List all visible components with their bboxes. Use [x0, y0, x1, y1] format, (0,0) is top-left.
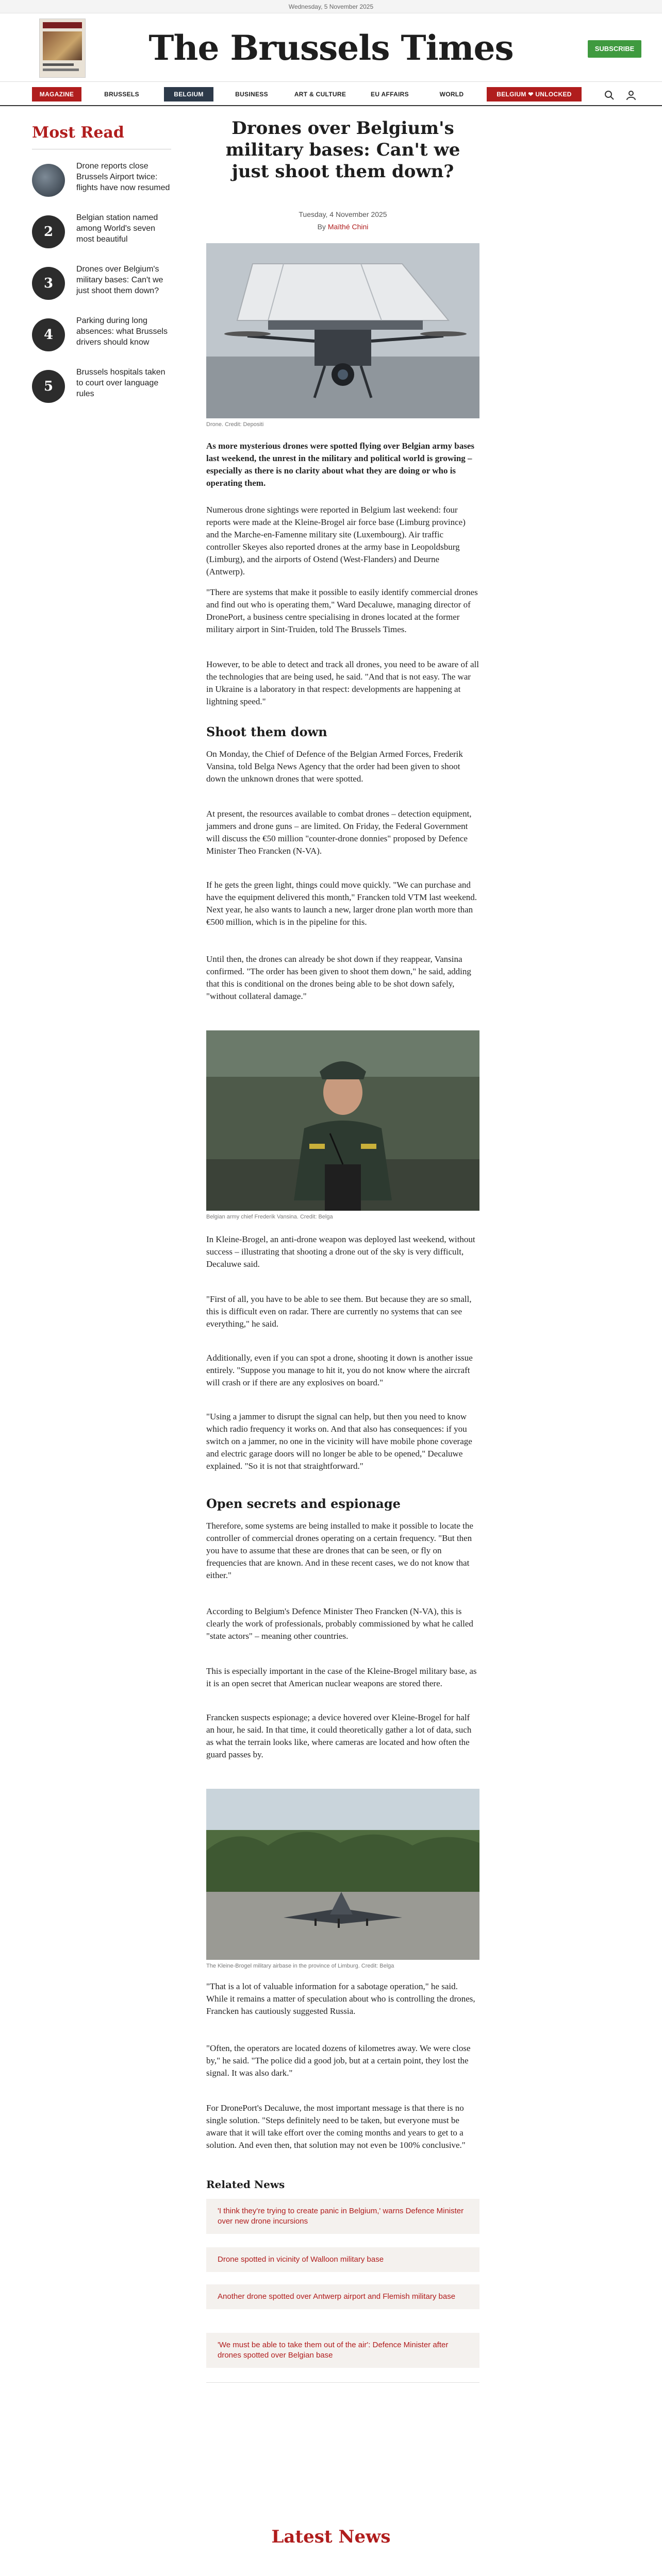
user-icon[interactable] — [626, 90, 636, 100]
most-read-item[interactable] — [32, 161, 171, 202]
article-paragraph: Additionally, even if you can spot a drone, shooting it down is another issue entirely. "Suppose you manage to hit it, you do not know where the aircraft will crash or if there are any explosives on board." — [206, 1353, 473, 1387]
article-figure — [206, 1030, 479, 1226]
masthead — [0, 13, 662, 81]
article-figure — [206, 1789, 479, 1974]
nav-item-eu-affairs[interactable]: EU AFFAIRS — [371, 91, 409, 98]
article-headline: Drones over Belgium's military bases: Can't we just shoot them down? — [225, 118, 460, 182]
article-paragraph: However, to be able to detect and track all drones, you need to be aware of all the technologies that are being used, he said. "And that is not easy. The war in Ukraine is a laboratory in that respect: developments are happening at lightning speed." — [206, 659, 479, 706]
army-chief-photo — [206, 1030, 479, 1211]
search-icon[interactable] — [604, 90, 615, 100]
most-read-item[interactable] — [32, 212, 171, 253]
nav-item-world[interactable]: WORLD — [439, 91, 464, 98]
most-read-number: 4 — [32, 318, 65, 351]
most-read-link[interactable]: Drone reports close Brussels Airport twice: flights have now resumed — [76, 162, 170, 192]
article-date: Tuesday, 4 November 2025 — [299, 210, 387, 218]
section-heading: Shoot them down — [206, 724, 327, 739]
article-paragraph: Until then, the drones can already be shot down if they reappear, Vansina confirmed. "The order has been given to shoot them down," he said, adding that this is conditional on the drones being able to be shot down safely, "without collateral damage." — [206, 954, 471, 1001]
most-read-item[interactable] — [32, 315, 171, 357]
airbase-photo — [206, 1789, 479, 1960]
article-paragraph: Francken suspects espionage; a device hovered over Kleine-Brogel for half an hour, he said. In that time, it could theoretically gather a lot of data, such as what the terrain looks like, where cameras are located and how often the guard passes by. — [206, 1713, 472, 1759]
most-read-link[interactable]: Parking during long absences: what Brussels drivers should know — [76, 316, 168, 347]
most-read-title: Most Read — [32, 124, 171, 149]
related-news-title: Related News — [206, 2178, 285, 2191]
nav-item-art-culture[interactable]: ART & CULTURE — [294, 91, 346, 98]
cover-line — [43, 69, 79, 71]
section-heading: Open secrets and espionage — [206, 1496, 401, 1511]
most-read-link[interactable]: Belgian station named among World's seven most beautiful — [76, 213, 158, 244]
nav-item-belgium[interactable]: BELGIUM — [164, 87, 213, 101]
most-read-link[interactable]: Brussels hospitals taken to court over language rules — [76, 368, 166, 398]
image-caption: Belgian army chief Frederik Vansina. Credit: Belga — [206, 1214, 333, 1220]
author-link[interactable]: Maïthé Chini — [327, 223, 369, 231]
article-paragraph: Therefore, some systems are being installed to make it possible to locate the controller of commercial drones operating on a certain frequency. "But then you have to assume that these are drones that can be seen, or fly on frequencies that are known. And in these recent cases, we do not know that either." — [206, 1521, 473, 1580]
most-read-sidebar — [32, 124, 171, 398]
article-paragraph: Numerous drone sightings were reported in Belgium last weekend: four reports were made at the Kleine-Brogel air force base (Limburg province) and the Marche-en-Famenne military site (Luxembourg). Air traffic controller Skeyes also reported drones at the army base in Leopoldsburg (Limburg), and the airports of Ostend (West-Flanders) and Deurne (Antwerp). — [206, 505, 466, 577]
article-paragraph: "First of all, you have to be able to see them. But because they are so small, this is difficult even on radar. There are currently no systems that can see everything," he said. — [206, 1294, 472, 1329]
most-read-item[interactable] — [32, 367, 171, 408]
image-caption: The Kleine-Brogel military airbase in the province of Limburg. Credit: Belga — [206, 1963, 394, 1969]
section-divider — [206, 2382, 479, 2383]
article-paragraph: If he gets the green light, things could move quickly. "We can purchase and have the equipment delivered this month," Francken told VTM last weekend. Next year, he also wants to launch a new, larger drone plan worth more than €500 million, which is in the pipeline for this. — [206, 880, 477, 927]
article-paragraph: "That is a lot of valuable information for a sabotage operation," he said. While it remains a matter of speculation about who is controlling the drones, Francken has cautiously suggested Russia. — [206, 1981, 475, 2016]
latest-news-title: Latest News — [271, 2527, 391, 2547]
image-caption: Drone. Credit: Depositi — [206, 421, 264, 428]
article-figure — [206, 243, 479, 429]
nav-item-belgium-unlocked[interactable]: BELGIUM ❤ UNLOCKED — [487, 87, 582, 101]
article-paragraph: For DronePort's Decaluwe, the most important message is that there is no single solution. "Steps definitely need to be taken, but everyone must be aware that it will take effort over the coming months and years to get to a solution. And even then, that solution may not even be 100% conclusive." — [206, 2103, 466, 2150]
article-byline — [206, 223, 479, 231]
most-read-link[interactable]: Drones over Belgium's military bases: Can't we just shoot them down? — [76, 265, 163, 295]
main-navigation — [0, 81, 662, 106]
nav-item-business[interactable]: BUSINESS — [235, 91, 268, 98]
article-paragraph: This is especially important in the case of the Kleine-Brogel military base, as it is an open secret that American nuclear weapons are stored there. — [206, 1666, 477, 1688]
most-read-number: 2 — [32, 215, 65, 248]
nav-item-brussels[interactable]: BRUSSELS — [104, 91, 139, 98]
related-news-link[interactable]: 'We must be able to take them out of the air': Defence Minister after drones spotted over Belgian base — [206, 2333, 479, 2368]
current-date: Wednesday, 5 November 2025 — [288, 3, 374, 10]
related-news-link[interactable]: Drone spotted in vicinity of Walloon military base — [206, 2247, 479, 2272]
most-read-item[interactable] — [32, 264, 171, 305]
site-logo[interactable]: The Brussels Times — [148, 28, 514, 68]
related-news-link[interactable]: 'I think they're trying to create panic in Belgium,' warns Defence Minister over new drone incursions — [206, 2199, 479, 2234]
article-paragraph: "Often, the operators are located dozens of kilometres away. We were close by," he said. "The police did a good job, but at a certain point, they lost the signal. It was also dark." — [206, 2043, 471, 2078]
most-read-number: 3 — [32, 267, 65, 300]
related-news-link[interactable]: Another drone spotted over Antwerp airport and Flemish military base — [206, 2284, 479, 2309]
article-paragraph: According to Belgium's Defence Minister Theo Francken (N-VA), this is clearly the work of professionals, probably commissioned by what he called "state actors" – meaning other countries. — [206, 1606, 473, 1641]
byline-prefix: By — [317, 223, 326, 231]
article-paragraph: "There are systems that make it possible to easily identify commercial drones and find out who is operating them," Ward Decaluwe, managing director of DronePort, a business centre specialising in drones located at the former military airport in Sint-Truiden, told The Brussels Times. — [206, 587, 478, 634]
article-paragraph: "Using a jammer to disrupt the signal can help, but then you need to know which radio frequency it works on. And that also has consequences: if you switch on a jammer, no one in the vicinity will have mobile phone coverage and electric garage doors will no longer be able to be opened," Decaluwe explained. "So it is not that straightforward." — [206, 1412, 472, 1471]
top-date-bar — [0, 0, 662, 13]
article-lead: As more mysterious drones were spotted flying over Belgian army bases last weekend, the unrest in the military and political world is growing – especially as there is no clarity about what they are doing or who is operating them. — [206, 441, 475, 488]
most-read-thumbnail — [32, 164, 65, 197]
drone-photo — [206, 243, 479, 418]
most-read-number: 5 — [32, 370, 65, 403]
article-paragraph: In Kleine-Brogel, an anti-drone weapon was deployed last weekend, without success – illustrating that shooting a drone out of the sky is very difficult, Decaluwe said. — [206, 1234, 475, 1269]
subscribe-button[interactable]: SUBSCRIBE — [588, 40, 641, 58]
article-paragraph: At present, the resources available to combat drones – detection equipment, jammers and drone guns – are limited. On Friday, the Federal Government will discuss the €50 million "counter-drone donnies" proposed by Defence Minister Theo Francken (N-VA). — [206, 809, 472, 856]
nav-item-magazine[interactable]: MAGAZINE — [32, 87, 81, 101]
article-paragraph: On Monday, the Chief of Defence of the Belgian Armed Forces, Frederik Vansina, told Belga News Agency that the order had been given to shoot down the unknown drones that were spotted. — [206, 749, 463, 784]
